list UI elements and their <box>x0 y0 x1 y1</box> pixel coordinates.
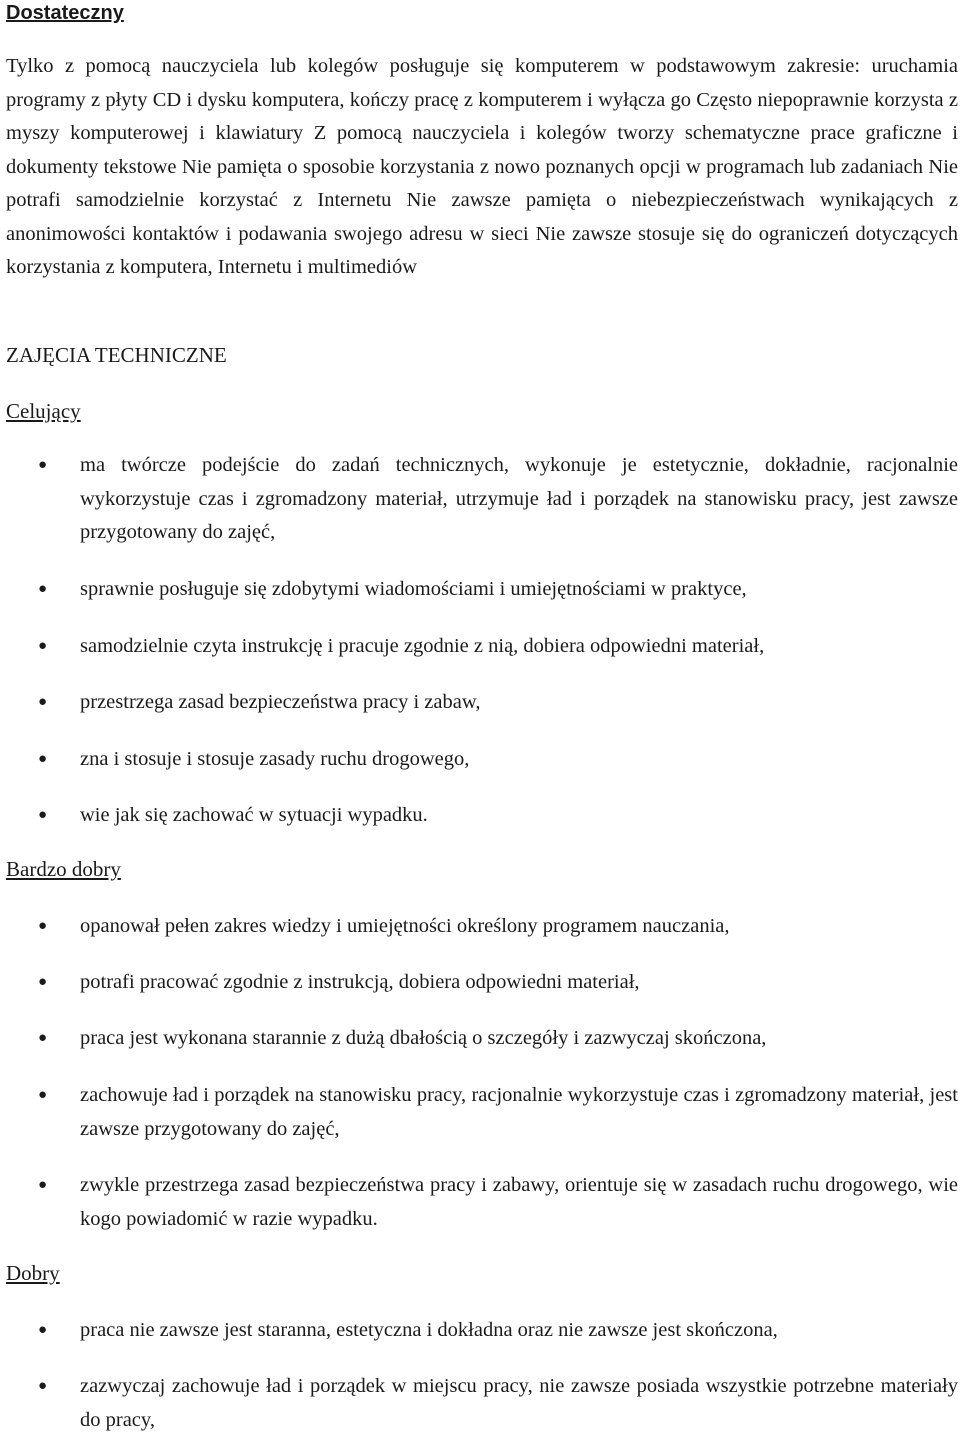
bullet-icon: ● <box>38 638 48 654</box>
bullet-icon: ● <box>38 1322 48 1338</box>
list-item-text: praca jest wykonana starannie z dużą dbałością o szczegóły i zazwyczaj skończona, <box>80 1027 767 1049</box>
grade-description-paragraph: Tylko z pomocą nauczyciela lub kolegów posługuje się komputerem w podstawowym zakresie: uruchamia programy z płyty CD i dysku komputera, kończy pracę z komputerem i wyłącza go Często niepoprawnie korzysta z myszy komputerowej i klawiatury Z pomocą nauczyciela i kolegów tworzy schematyczne prace graficzne i dokumenty tekstowe Nie pamięta o sposobie korzystania z nowo poznanych opcji w programach lub zadaniach Nie potrafi samodzielnie korzystać z Internetu Nie zawsze pamięta o niebezpieczeństwach wynikających z anonimowości kontaktów i podawania swojego adresu w sieci Nie zawsze stosuje się do ograniczeń dotyczących korzystania z komputera, Internetu i multimediów <box>6 55 958 278</box>
section-title: ZAJĘCIA TECHNICZNE <box>6 343 227 367</box>
list-item-text: wie jak się zachować w sytuacji wypadku. <box>80 804 428 826</box>
list-item-text: opanował pełen zakres wiedzy i umiejętności określony programem nauczania, <box>80 915 730 937</box>
grade-heading-celujacy: Celujący <box>6 399 81 423</box>
list-item-text: ma twórcze podejście do zadań technicznych, wykonuje je estetycznie, dokładnie, racjonalnie wykorzystuje czas i zgromadzony materiał, utrzymuje ład i porządek na stanowisku pracy, jest zawsze przygotowany do zajęć, <box>80 454 958 543</box>
list-item-text: praca nie zawsze jest staranna, estetyczna i dokładna oraz nie zawsze jest skończona, <box>80 1319 778 1341</box>
grade-heading-dostateczny: Dostateczny <box>6 2 124 24</box>
bullet-icon: ● <box>38 457 48 473</box>
bullet-icon: ● <box>38 694 48 710</box>
list-item-text: zachowuje ład i porządek na stanowisku pracy, racjonalnie wykorzystuje czas i zgromadzony materiał, jest zawsze przygotowany do zajęć, <box>80 1084 958 1140</box>
bullet-icon: ● <box>38 1177 48 1193</box>
bullet-icon: ● <box>38 918 48 934</box>
list-item-text: samodzielnie czyta instrukcję i pracuje zgodnie z nią, dobiera odpowiedni materiał, <box>80 635 765 657</box>
bullet-icon: ● <box>38 1030 48 1046</box>
list-item-text: potrafi pracować zgodnie z instrukcją, dobiera odpowiedni materiał, <box>80 971 640 993</box>
grade-heading-bardzo-dobry: Bardzo dobry <box>6 857 121 881</box>
list-item-text: sprawnie posługuje się zdobytymi wiadomościami i umiejętnościami w praktyce, <box>80 578 747 600</box>
list-item-text: zazwyczaj zachowuje ład i porządek w miejscu pracy, nie zawsze posiada wszystkie potrzebne materiały do pracy, <box>80 1375 958 1431</box>
grade-heading-dobry: Dobry <box>6 1261 60 1285</box>
bullet-icon: ● <box>38 1378 48 1394</box>
bullet-icon: ● <box>38 581 48 597</box>
list-item-text: przestrzega zasad bezpieczeństwa pracy i zabaw, <box>80 691 481 713</box>
list-item-text: zwykle przestrzega zasad bezpieczeństwa pracy i zabawy, orientuje się w zasadach ruchu drogowego, wie kogo powiadomić w razie wypadku. <box>80 1174 958 1230</box>
bullet-icon: ● <box>38 974 48 990</box>
bullet-icon: ● <box>38 751 48 767</box>
list-item-text: zna i stosuje i stosuje zasady ruchu drogowego, <box>80 748 470 770</box>
bullet-icon: ● <box>38 807 48 823</box>
bullet-icon: ● <box>38 1087 48 1103</box>
